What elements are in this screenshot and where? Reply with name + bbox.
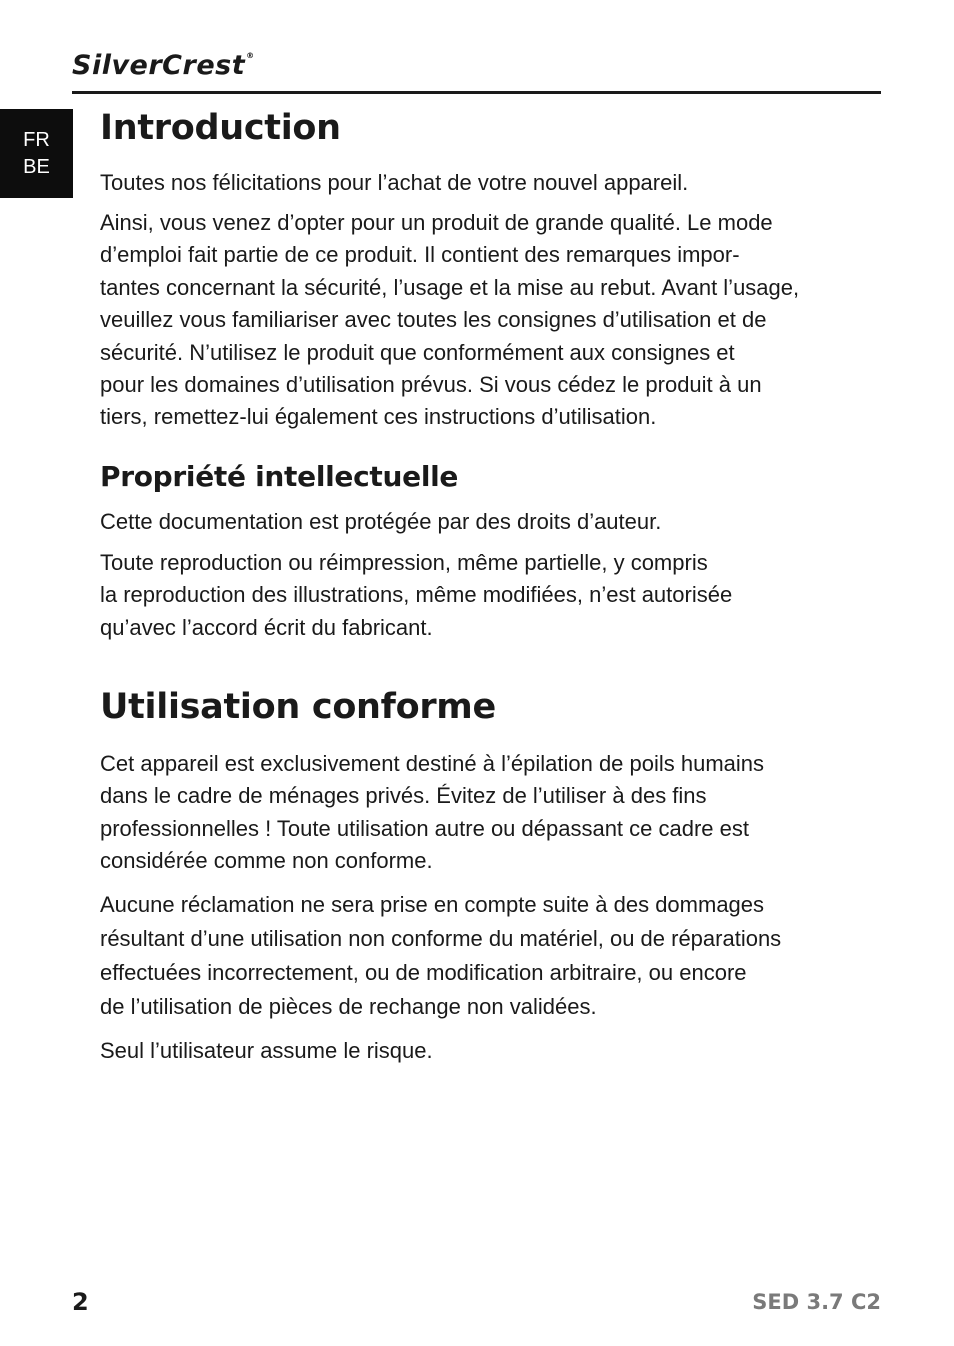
page-number: 2 [72, 1288, 89, 1316]
utilisation-paragraph-3: Seul l’utilisateur assume le risque. [100, 1038, 433, 1063]
utilisation-paragraph-1: Cet appareil est exclusivement destiné à l’épilation de poils humains dans le cadre de ménages privés. Évitez de l’utiliser à des fins professionnelles ! Toute utilisation autre ou dépassant ce cadre est considérée comme non conforme. [100, 751, 765, 874]
intro-paragraph-2: Ainsi, vous venez d’opter pour un produit de grande qualité. Le mode d’emploi fait partie de ce produit. Il contient des remarques impor- tantes concernant la sécurité, l’usage et la mise au rebut. Avant l’usage, veuillez vous familiariser avec toutes les consignes d’utilisation et de sécurité. N’utilisez le produit que conformément aux consignes et pour les domaines d’utilisation prévus. Si vous cédez le produit à un tiers, remettez-lui également ces instructions d’utilisation. [100, 210, 800, 430]
heading-introduction: Introduction [100, 108, 341, 148]
language-tab [0, 109, 73, 198]
registered-mark: ® [246, 51, 255, 60]
brand-logo [72, 52, 255, 79]
language-code-fr: FR [23, 128, 50, 151]
language-code-be: BE [23, 155, 50, 178]
propriete-paragraph-2: Toute reproduction ou réimpression, même partielle, y compris la reproduction des illustrations, même modifiées, n’est autorisée qu’avec l’accord écrit du fabricant. [100, 550, 733, 640]
heading-propriete-intellectuelle: Propriété intellectuelle [100, 460, 459, 493]
propriete-paragraph-1: Cette documentation est protégée par des droits d’auteur. [100, 509, 662, 534]
heading-utilisation-conforme: Utilisation conforme [100, 687, 496, 727]
model-number: SED 3.7 C2 [752, 1290, 881, 1314]
intro-paragraph-1: Toutes nos félicitations pour l’achat de votre nouvel appareil. [100, 170, 689, 195]
brand-name: SilverCrest [72, 50, 246, 81]
header-rule [72, 91, 881, 94]
utilisation-paragraph-2: Aucune réclamation ne sera prise en compte suite à des dommages résultant d’une utilisation non conforme du matériel, ou de réparations effectuées incorrectement, ou de modification arbitraire, ou encore de l’utilisation de pièces de rechange non validées. [100, 892, 782, 1019]
